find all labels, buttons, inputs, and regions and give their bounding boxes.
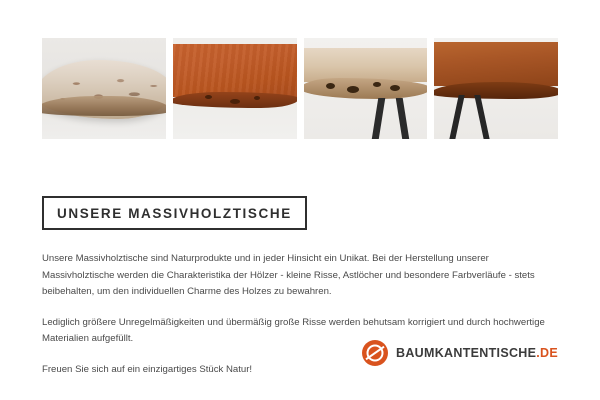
brand-name	[396, 346, 558, 360]
gallery-image-reddish-tabletop	[173, 38, 297, 139]
gallery-image-light-wood-with-leg	[304, 38, 428, 139]
knot-hole-icon	[205, 95, 212, 99]
brand-name-text: BAUMKANTENTISCHE	[396, 346, 537, 360]
gallery-image-dark-tabletop-with-legs	[434, 38, 558, 139]
paragraph-1: Unsere Massivholztische sind Naturprodukte und in jeder Hinsicht ein Unikat. Bei der Herstellung unserer Massivholztische werden die Charakteristika der Hölzer - kleine Risse, Astlöcher und besondere Farbverläufe - stets beibehalten, um den individuellen Charme des Holzes zu bewahren.	[42, 253, 535, 297]
brand-tld-text: .DE	[536, 346, 558, 360]
page-title: UNSERE MASSIVHOLZTISCHE	[57, 206, 292, 221]
table-leg	[474, 95, 489, 139]
brand-footer	[362, 340, 558, 366]
table-leg	[449, 95, 464, 139]
knot-hole-icon	[254, 96, 260, 100]
paragraph-3: Freuen Sie sich auf ein einzigartiges Stück Natur!	[42, 363, 253, 375]
tabletop-surface	[304, 48, 428, 82]
table-leg	[396, 98, 410, 139]
tabletop-surface	[434, 42, 558, 86]
paragraph-2: Lediglich größere Unregelmäßigkeiten und übermäßig große Risse werden behutsam korrigiert und durch hochwertige Materialien aufgefüllt.	[42, 316, 545, 344]
image-gallery	[42, 38, 558, 139]
tree-ring-logo-icon	[362, 340, 388, 366]
tabletop-live-edge	[434, 82, 558, 98]
headline-section	[42, 196, 558, 230]
headline-box	[42, 196, 307, 230]
gallery-image-live-edge-slab	[42, 38, 166, 139]
tabletop-live-edge	[304, 78, 428, 98]
slab-edge-shape	[42, 96, 166, 116]
tabletop-surface	[173, 44, 297, 97]
knot-hole-icon	[230, 99, 240, 104]
table-leg	[372, 98, 386, 139]
